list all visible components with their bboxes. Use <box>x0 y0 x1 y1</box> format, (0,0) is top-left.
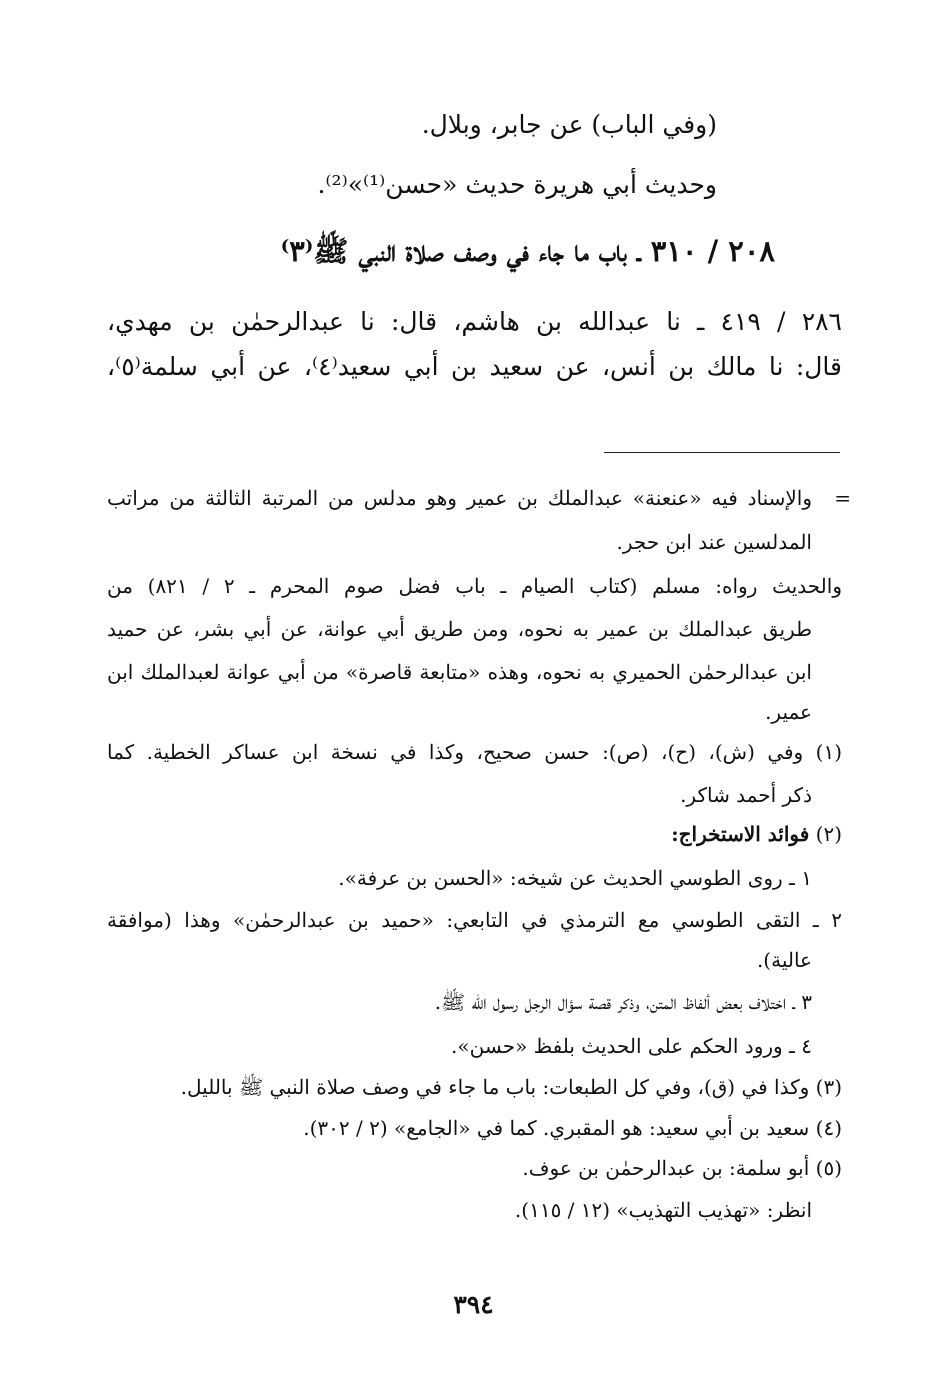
footnote-separator <box>604 452 840 453</box>
footnote-1-line-2: ذكر أحمد شاكر. <box>680 783 812 807</box>
footnote-2-item-3: ٣ ـ اختلاف بعض ألفاظ المتن، وذكر قصة سؤال الرجل رسول الله ﷺ. <box>434 990 812 1014</box>
hadith-line-2: قال: نا مالك بن أنس، عن سعيد بن أبي سعيد⁽٤⁾، عن أبي سلمة⁽٥⁾، <box>107 352 842 381</box>
main-line-2: وحديث أبي هريرة حديث «حسن⁽¹⁾»⁽²⁾. <box>317 170 717 199</box>
footnote-2-heading <box>671 822 842 846</box>
footnote-2-item-1: ١ ـ روى الطوسي الحديث عن شيخه: «الحسن بن عرفة». <box>338 866 812 890</box>
page-number: ٣٩٤ <box>453 1290 494 1319</box>
hadith-line-1: ٢٨٦ / ٤١٩ ـ نا عبدالله بن هاشم، قال: نا عبدالرحمٰن بن مهدي، <box>107 307 842 336</box>
footnote-3: (٣) وكذا في (ق)، وفي كل الطبعات: باب ما جاء في وصف صلاة النبي ﷺ بالليل. <box>180 1075 842 1099</box>
continuation-marker: = <box>834 486 851 510</box>
footnote-continuation-line-4: طريق عبدالملك بن عمير به نحوه، ومن طريق أبي عوانة، عن أبي بشر، عن حميد <box>107 617 812 641</box>
footnote-continuation-line-2: المدلسين عند ابن حجر. <box>616 530 812 554</box>
footnote-2-item-2-line-1: ٢ ـ التقى الطوسي مع الترمذي في التابعي: «حميد بن عبدالرحمٰن» وهذا (موافقة <box>107 908 842 932</box>
main-line-1: (وفي الباب) عن جابر، وبلال. <box>421 110 717 139</box>
chapter-heading: ٢٠٨ / ٣١٠ ـ باب ما جاء في وصف صلاة النبي ﷺ⁽٣⁾ <box>280 234 775 268</box>
footnote-5-line-1: (٥) أبو سلمة: بن عبدالرحمٰن بن عوف. <box>522 1156 842 1180</box>
footnote-continuation-line-6: عمير. <box>765 700 812 724</box>
footnote-2-number: (٢) <box>815 822 842 846</box>
footnote-continuation-line-5: ابن عبدالرحمٰن الحميري به نحوه، وهذه «متابعة قاصرة» من أبي عوانة لعبدالملك ابن <box>107 660 812 684</box>
footnote-continuation-line-1: والإسناد فيه «عنعنة» عبدالملك بن عمير وهو مدلس من المرتبة الثالثة من مراتب <box>107 486 812 510</box>
footnote-continuation-line-3: والحديث رواه: مسلم (كتاب الصيام ـ باب فضل صوم المحرم ـ ٢ / ٨٢١) من <box>107 574 842 598</box>
footnote-4: (٤) سعيد بن أبي سعيد: هو المقبري. كما في «الجامع» (٢ / ٣٠٢). <box>303 1116 842 1140</box>
footnote-2-item-2-line-2: عالية). <box>756 948 812 972</box>
footnote-2-title: فوائد الاستخراج: <box>671 822 810 846</box>
footnote-1-line-1: (١) وفي (ش)، (ح)، (ص): حسن صحيح، وكذا في نسخة ابن عساكر الخطية. كما <box>107 740 842 764</box>
footnote-5-line-2: انظر: «تهذيب التهذيب» (١٢ / ١١٥). <box>514 1198 812 1222</box>
footnote-2-item-4: ٤ ـ ورود الحكم على الحديث بلفظ «حسن». <box>451 1034 812 1058</box>
